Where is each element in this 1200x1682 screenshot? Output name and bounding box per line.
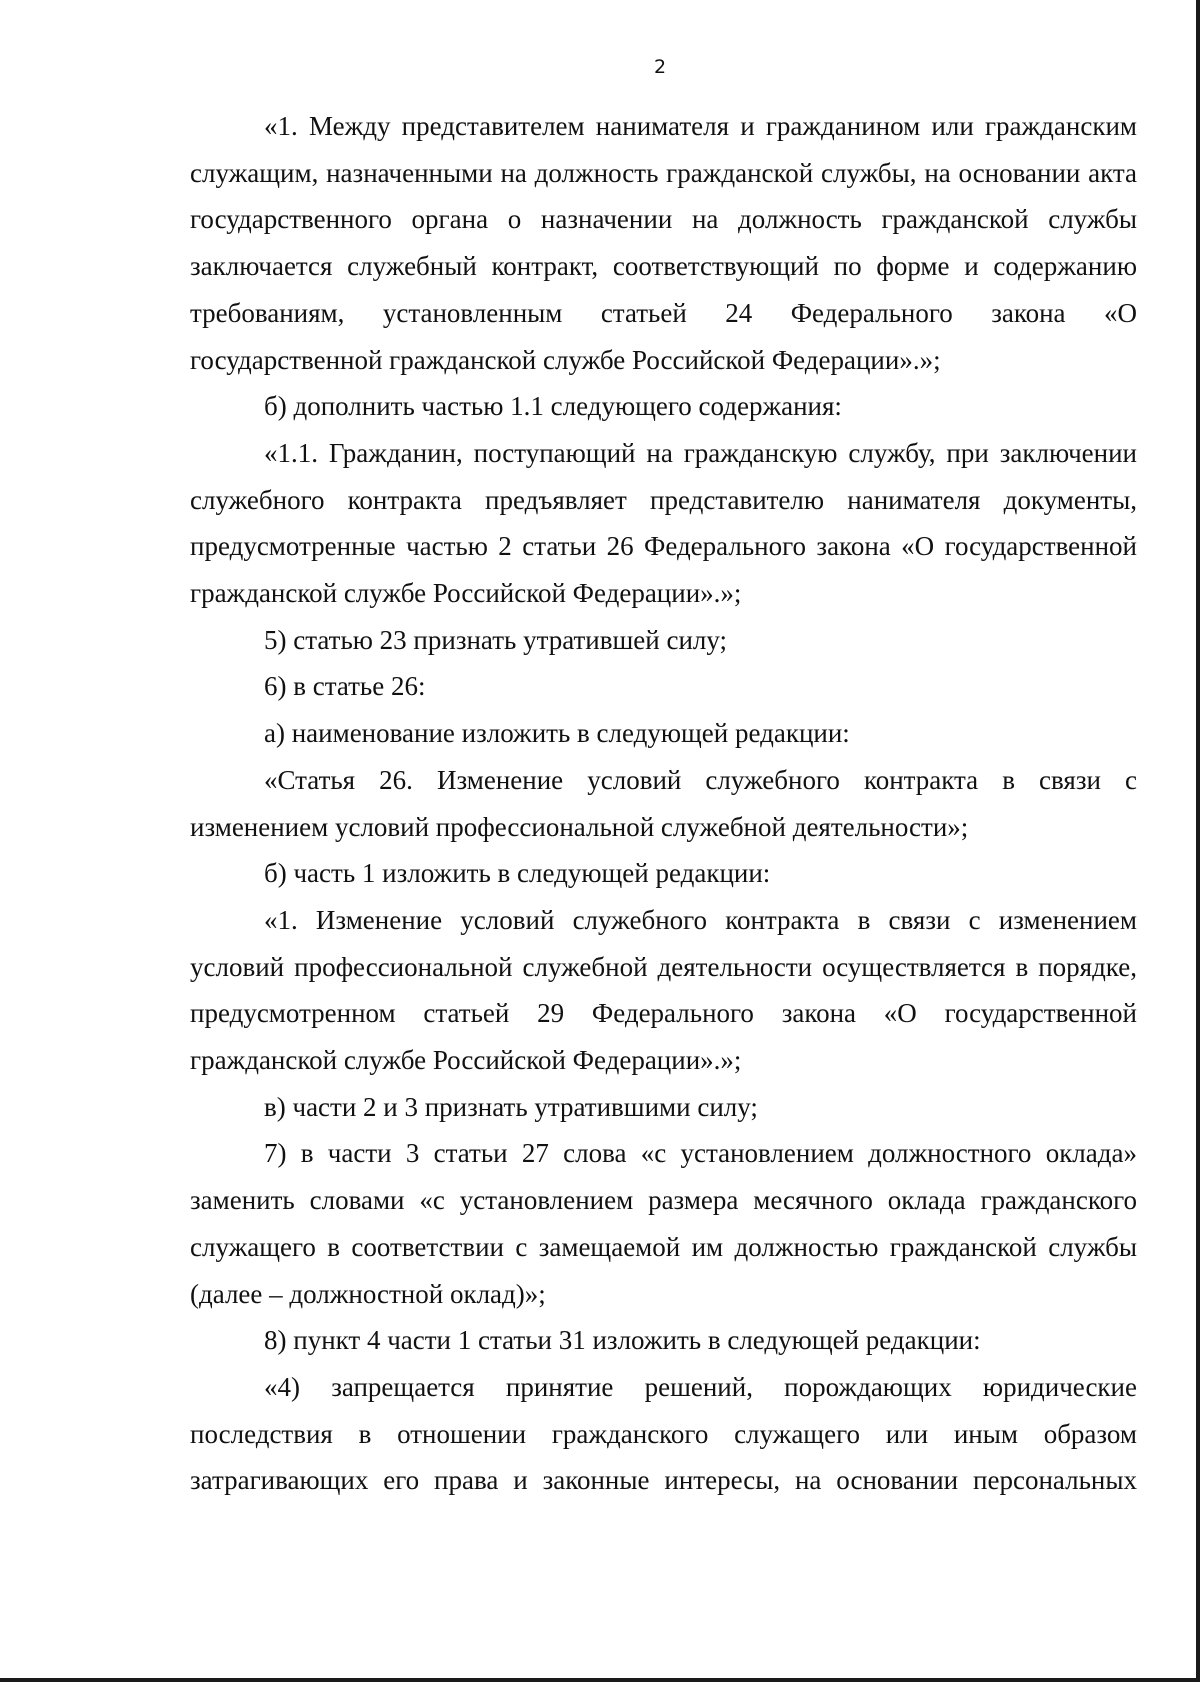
paragraph-7: «Статья 26. Изменение условий служебного контракта в связи с изменением условий профессиональной служебной деятельности»; [190, 764, 1137, 842]
paragraph-12: 8) пункт 4 части 1 статьи 31 изложить в следующей редакции: [264, 1325, 981, 1356]
page-edge-right [1196, 0, 1200, 1682]
paragraph-6: а) наименование изложить в следующей редакции: [264, 718, 850, 749]
paragraph-11: 7) в части 3 статьи 27 слова «с установлением должностного оклада» заменить словами «с установлением размера месячного оклада гражданского служащего в соответствии с замещаемой им должностью гражданской службы (далее – должностной оклад)»; [190, 1138, 1137, 1309]
paragraph-5: 6) в статье 26: [264, 671, 426, 702]
page-number: 2 [653, 56, 667, 78]
paragraph-2: б) дополнить частью 1.1 следующего содержания: [264, 391, 842, 422]
paragraph-9: «1. Изменение условий служебного контракта в связи с изменением условий профессиональной служебной деятельности осуществляется в порядке, предусмотренном статьей 29 Федерального закона «О государственной гражданской службе Российской Федерации».»; [190, 904, 1137, 1076]
paragraph-3: «1.1. Гражданин, поступающий на гражданскую службу, при заключении служебного контракта предъявляет представителю нанимателя документы, предусмотренные частью 2 статьи 26 Федерального закона «О государственной гражданской службе Российской Федерации».»; [190, 437, 1137, 609]
paragraph-4: 5) статью 23 признать утратившей силу; [264, 624, 728, 655]
paragraph-8: б) часть 1 изложить в следующей редакции: [264, 858, 771, 889]
paragraph-10: в) части 2 и 3 признать утратившими силу; [264, 1091, 758, 1122]
document-body [190, 103, 1137, 1504]
paragraph-13: «4) запрещается принятие решений, порождающих юридические последствия в отношении гражданского служащего или иным образом затрагивающих его права и законные интересы, на основании персональных [190, 1371, 1137, 1496]
page-edge-bottom [0, 1678, 1200, 1682]
paragraph-1: «1. Между представителем нанимателя и гражданином или гражданским служащим, назначенными на должность гражданской службы, на основании акта государственного органа о назначении на должность гражданской службы заключается служебный контракт, соответствующий по форме и содержанию требованиям, установленным статьей 24 Федерального закона «О государственной гражданской службе Российской Федерации».»; [190, 111, 1137, 375]
